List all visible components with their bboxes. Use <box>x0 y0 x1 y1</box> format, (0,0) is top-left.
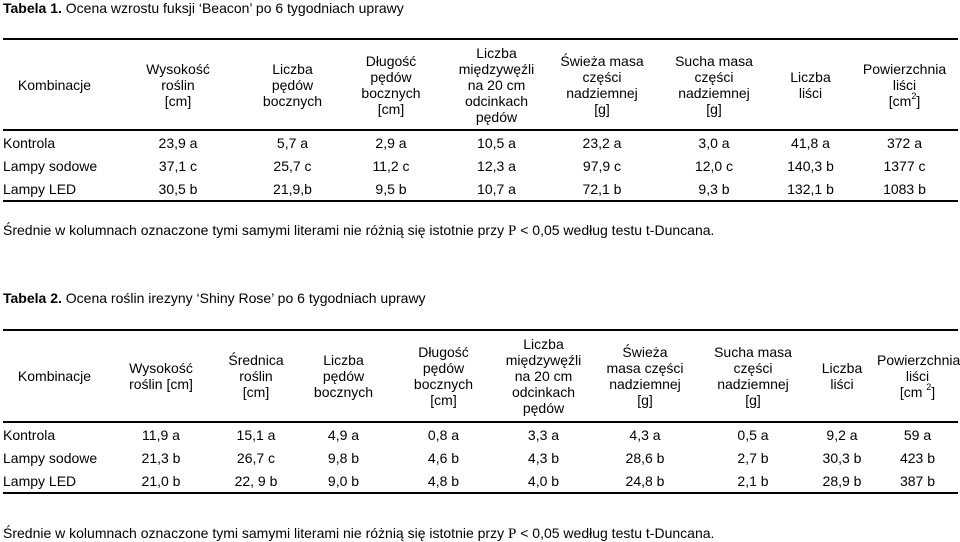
table1-header-8-line: Powierzchnia <box>862 60 947 77</box>
table1-header-3-line: pędów <box>370 68 412 85</box>
table2-header-5-line: międzywęźli <box>505 352 582 368</box>
table2-header-4-line: Długość <box>418 344 469 360</box>
table2-area-close: ] <box>931 384 936 400</box>
table1-header-4-line: pędów <box>475 108 518 125</box>
table1 <box>3 38 958 202</box>
table1-caption-text: Ocena wzrostu fuksji ‘Beacon’ po 6 tygodniach uprawy <box>61 0 404 16</box>
row-label: Lampy sodowe <box>3 449 98 466</box>
table2-header-5-line: na 20 cm <box>514 368 573 384</box>
table2-header-8 <box>807 330 877 422</box>
table2-header-4 <box>391 330 496 422</box>
table2-header-6-line: nadziemnej <box>609 376 681 392</box>
table1-header-4 <box>447 39 546 130</box>
table-cell: 11,9 a <box>142 426 180 443</box>
table-cell: 4,3 b <box>527 449 560 466</box>
table-row <box>3 422 958 446</box>
table1-area-close: ] <box>916 92 921 109</box>
table2-header-6-line: Świeża <box>622 344 668 360</box>
table2-header-1 <box>106 330 216 422</box>
table2-note-p: P <box>507 526 517 542</box>
table1-header-row <box>3 39 958 130</box>
table2-header-2-line: [cm] <box>242 384 270 400</box>
table2-header-5-line: odcinkach <box>511 384 576 400</box>
table1-header-3 <box>335 39 447 130</box>
table-cell: 37,1 c <box>158 157 198 174</box>
table-cell: 2,1 b <box>699 469 807 493</box>
table-cell: 9,2 a <box>826 426 858 443</box>
table1-header-3-line: bocznych <box>361 84 421 101</box>
table1-header-4-line: międzywęźli <box>458 60 535 77</box>
table1-header-3-line: [cm] <box>377 100 405 117</box>
table1-header-2-line: bocznych <box>262 92 323 109</box>
table-cell: 28,6 b <box>625 449 665 466</box>
table-cell: 21,3 b <box>141 449 181 466</box>
table-cell: 30,5 b <box>106 177 250 201</box>
table-cell: 25,7 c <box>273 157 312 174</box>
table-cell: 3,3 a <box>527 426 560 443</box>
table2-header-3-line: bocznych <box>313 384 374 400</box>
table1-header-8 <box>851 39 958 130</box>
table1-header-1-line: Wysokość <box>146 60 210 77</box>
table1-header-4-line: odcinkach <box>464 92 529 109</box>
table1-header-2 <box>250 39 335 130</box>
table-cell: 1377 c <box>883 157 926 174</box>
table1-note-p: P <box>507 223 517 239</box>
table2-header-7-line: nadziemnej <box>717 376 789 392</box>
table-cell: 2,9 a <box>375 134 407 151</box>
table-cell: 372 a <box>886 134 923 151</box>
table1-header-6 <box>658 39 770 130</box>
table2-note-tail: < 0,05 według testu t-Duncana. <box>516 525 715 541</box>
table2-header-0 <box>3 330 106 422</box>
table1-header-5-line: części <box>582 68 622 85</box>
table1-note-text: Średnie w kolumnach oznaczone tymi samymi literami nie różnią się istotnie przy <box>3 222 508 238</box>
table1-header-7-line: liści <box>798 84 823 101</box>
table1-header-7-line: Liczba <box>790 68 831 85</box>
table-cell: 9,8 b <box>327 449 360 466</box>
table2-body <box>3 422 958 493</box>
table-row <box>3 446 958 469</box>
table2-caption-label: Tabela 2. <box>3 290 62 306</box>
table-cell: 5,7 a <box>276 134 309 151</box>
table2 <box>3 329 958 494</box>
table-cell: 4,6 b <box>427 449 460 466</box>
table1-header-6-line: [g] <box>706 100 722 117</box>
table-cell: 24,8 b <box>591 469 699 493</box>
table1-header-2-line: Liczba <box>272 60 313 77</box>
table1-header-0 <box>3 39 106 130</box>
table1-caption <box>3 0 404 16</box>
table-cell: 4,3 a <box>629 426 661 443</box>
table-cell: 1083 b <box>851 177 958 201</box>
table1-header-5-line: [g] <box>594 100 610 117</box>
table-cell: 4,0 b <box>496 469 591 493</box>
table2-header-8-line: Liczba <box>821 360 863 376</box>
table2-header-3-line: Liczba <box>323 352 364 368</box>
table1-header-6-line: części <box>694 68 734 85</box>
row-label: Kontrola <box>3 426 56 443</box>
table2-note <box>3 525 714 542</box>
table1-body <box>3 130 958 201</box>
table2-caption-text: Ocena roślin irezyny ‘Shiny Rose’ po 6 tygodniach uprawy <box>61 290 426 306</box>
table1-header-7 <box>770 39 851 130</box>
table2-header-6-line: masa części <box>606 360 684 376</box>
table2-header-6-line: [g] <box>637 392 653 408</box>
row-label: Lampy LED <box>3 177 106 201</box>
table-cell: 387 b <box>877 469 958 493</box>
table2-header-9-line: liści <box>905 368 930 384</box>
table2-header-5-line: Liczba <box>523 336 564 352</box>
table-cell: 21,9,b <box>250 177 335 201</box>
table1-header-4-line: na 20 cm <box>467 76 526 93</box>
table-cell: 10,5 a <box>477 134 516 151</box>
table-cell: 9,5 b <box>335 177 447 201</box>
table2-header-7-line: części <box>733 360 773 376</box>
table2-header-7 <box>699 330 807 422</box>
table-cell: 423 b <box>899 449 936 466</box>
table-cell: 23,9 a <box>158 134 198 151</box>
table-row <box>3 177 958 201</box>
table2-note-text: Średnie w kolumnach oznaczone tymi samymi literami nie różnią się istotnie przy <box>3 525 508 541</box>
row-label: Lampy sodowe <box>3 157 98 174</box>
table2-header-2-line: roślin <box>239 368 273 384</box>
table2-caption <box>3 290 426 306</box>
table-cell: 4,8 b <box>391 469 496 493</box>
table1-header-3-line: Długość <box>365 52 417 69</box>
table-cell: 0,5 a <box>737 426 769 443</box>
table1-header-1 <box>106 39 250 130</box>
table-cell: 10,7 a <box>447 177 546 201</box>
table1-note <box>3 222 714 239</box>
table2-header-9-line: Powierzchnia <box>877 352 960 368</box>
table-cell: 72,1 b <box>546 177 658 201</box>
table1-header-5-line: nadziemnej <box>566 84 638 101</box>
table2-header-7-line: Sucha masa <box>714 344 792 360</box>
table-cell: 30,3 b <box>822 449 862 466</box>
table-cell: 9,0 b <box>296 469 391 493</box>
table2-header-5 <box>496 330 591 422</box>
table-cell: 97,9 c <box>582 157 622 174</box>
table2-area-exponent: 2 <box>926 382 932 393</box>
table1-caption-label: Tabela 1. <box>3 0 62 16</box>
table2-header-2 <box>216 330 296 422</box>
row-label: Lampy LED <box>3 469 106 493</box>
table-cell: 0,8 a <box>427 426 460 443</box>
table-cell: 12,0 c <box>694 157 734 174</box>
table1-header-4-line: Liczba <box>476 44 517 61</box>
table2-header-1-line: roślin [cm] <box>129 376 193 392</box>
table-cell: 28,9 b <box>807 469 877 493</box>
table2-header-4-line: bocznych <box>413 376 474 392</box>
table2-header-row <box>3 330 958 422</box>
table2-header-5-line: pędów <box>522 400 565 416</box>
table-cell: 2,7 b <box>737 449 769 466</box>
table1-area-exponent: 2 <box>911 90 917 101</box>
table-cell: 12,3 a <box>477 157 516 174</box>
table2-header-0-line: Kombinacje <box>17 368 92 384</box>
table2-header-4-line: pędów <box>422 360 465 376</box>
table2-header-3 <box>296 330 391 422</box>
table-cell: 59 a <box>903 426 932 443</box>
table1-header-6-line: Sucha masa <box>675 52 753 69</box>
table2-header-3-line: pędów <box>322 368 365 384</box>
table-cell: 23,2 a <box>582 134 622 151</box>
table-row <box>3 130 958 154</box>
table1-header-1-line: [cm] <box>164 92 192 109</box>
table2-area-unit: [cm <box>899 384 927 400</box>
table1-header-0-line: Kombinacje <box>17 76 92 93</box>
table1-header-2-line: pędów <box>271 76 314 93</box>
table-cell: 4,9 a <box>327 426 360 443</box>
table-cell: 140,3 b <box>787 157 834 174</box>
table-cell: 15,1 a <box>236 426 276 443</box>
table2-header-1-line: Wysokość <box>129 360 193 376</box>
table1-header-5 <box>546 39 658 130</box>
table2-header-9 <box>877 330 958 422</box>
table-row <box>3 154 958 177</box>
table-cell: 3,0 a <box>698 134 730 151</box>
table-cell: 26,7 c <box>236 449 276 466</box>
table2-header-2-line: Średnica <box>228 352 284 368</box>
table-cell: 41,8 a <box>791 134 830 151</box>
table2-header-6 <box>591 330 699 422</box>
table1-header-6-line: nadziemnej <box>678 84 750 101</box>
table1-header-1-line: roślin <box>161 76 195 93</box>
table2-header-8-line: liści <box>830 376 854 392</box>
row-label: Kontrola <box>3 134 56 151</box>
table-row <box>3 469 958 493</box>
table1-area-unit: [cm <box>888 92 912 109</box>
table-cell: 9,3 b <box>658 177 770 201</box>
table-cell: 132,1 b <box>770 177 851 201</box>
table2-header-4-line: [cm] <box>430 392 457 408</box>
table1-header-5-line: Świeża masa <box>560 52 644 69</box>
table1-note-tail: < 0,05 według testu t-Duncana. <box>516 222 715 238</box>
table-cell: 11,2 c <box>372 157 410 174</box>
table-cell: 21,0 b <box>106 469 216 493</box>
table-cell: 22, 9 b <box>216 469 296 493</box>
table1-header-8-line: liści <box>892 76 917 93</box>
table2-header-7-line: [g] <box>745 392 761 408</box>
